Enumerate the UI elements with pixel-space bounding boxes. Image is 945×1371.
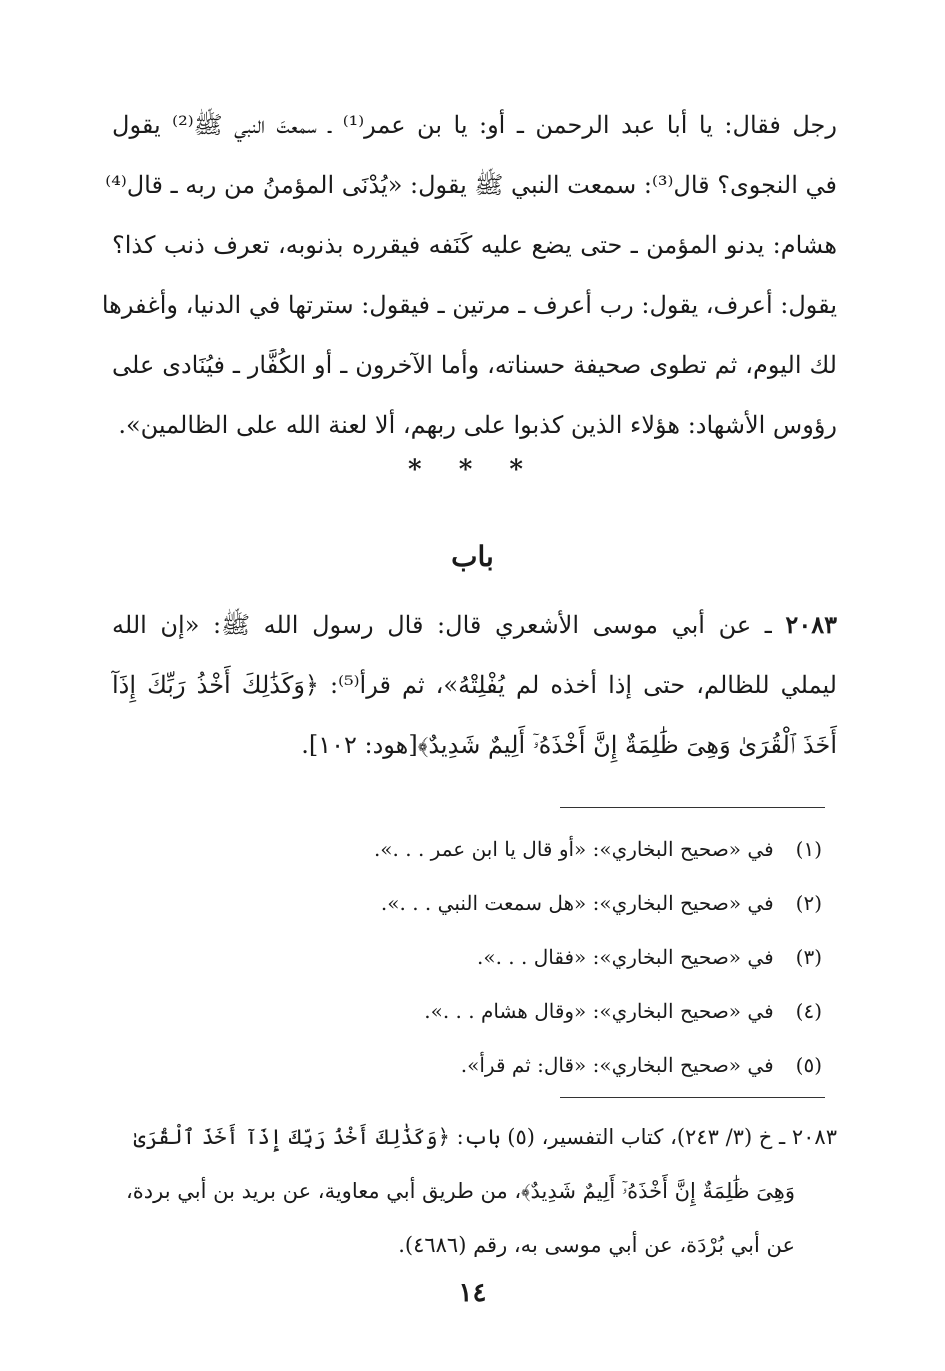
footnote-2 — [300, 876, 822, 930]
footnote-text: في «صحيح البخاري»: «فقال . . .». — [477, 945, 774, 969]
hadith-number: ٢٠٨٣ — [785, 610, 837, 639]
source-line-2: وَهِىَ ظَٰلِمَةٌ إِنَّ أَخْذَهُۥٓ أَلِيمٌ شَدِيدٌ﴾، من طريق أبي معاوية، عن بريد بن أبي بردة، — [126, 1179, 795, 1203]
footnote-3 — [300, 930, 822, 984]
main-line-2: في النجوى؟ قال⁽³⁾: سمعت النبي ﷺ يقول: «يُدْنَى المؤمنُ من ربه ـ قال⁽⁴⁾ — [105, 171, 837, 199]
page-number: ١٤ — [458, 1278, 487, 1308]
footnote-1 — [300, 822, 822, 876]
footnote-5 — [300, 1038, 822, 1092]
source-line-1: ٢٠٨٣ ـ خ (٣/ ٢٤٣)، كتاب التفسير، (٥) باب: ﴿وَكَذَٰلِكَ أَخْذُ رَبِّكَ إِذَآ أَخَذَ ٱلْقُرَىٰ — [133, 1125, 837, 1149]
main-line-3: هشام: يدنو المؤمن ـ حتى يضع عليه كَنَفه فيقرره بذنوبه، تعرف ذنب كذا؟ — [112, 231, 837, 259]
main-line-1: رجل فقال: يا أبا عبد الرحمن ـ أو: يا بن عمر⁽¹⁾ ـ سمعتَ النبي ﷺ⁽²⁾ يقول — [112, 111, 837, 139]
main-paragraph — [101, 95, 837, 455]
footnote-text: في «صحيح البخاري»: «وقال هشام . . .». — [424, 999, 774, 1023]
main-line-5: لك اليوم، ثم تطوى صحيفة حسناته، وأما الآخرون ـ أو الكُفَّار ـ فيُنَادى على — [112, 351, 837, 379]
section-separator: * * * — [408, 455, 537, 485]
hadith-line-3: أَخَذَ ٱلْقُرَىٰ وَهِىَ ظَٰلِمَةٌ إِنَّ أَخْذَهُۥٓ أَلِيمٌ شَدِيدٌ﴾[هود: ١٠٢]. — [301, 731, 837, 759]
footnotes — [300, 822, 822, 1092]
footnote-number: (٢) — [795, 891, 822, 915]
footnote-text: في «صحيح البخاري»: «أو قال يا ابن عمر . . .». — [373, 837, 774, 861]
source-line-3: عن أبي بُرْدَة، عن أبي موسى به، رقم (٤٦٨٦). — [398, 1233, 795, 1257]
footnote-number: (٤) — [795, 999, 822, 1023]
section-heading: باب — [451, 540, 494, 573]
hadith-line-2: ليملي للظالم، حتى إذا أخذه لم يُفْلِتْهُ»، ثم قرأ⁽⁵⁾: ﴿وَكَذَٰلِكَ أَخْذُ رَبِّكَ إِذَآ — [112, 671, 837, 699]
footnote-text: في «صحيح البخاري»: «هل سمعت النبي . . .». — [380, 891, 774, 915]
main-line-4: يقول: أعرف، يقول: رب أعرف ـ مرتين ـ فيقول: سترتها في الدنيا، وأغفرها — [101, 291, 837, 319]
hadith-line-1 — [112, 595, 837, 655]
hadith-line-1-text: ـ عن أبي موسى الأشعري قال: قال رسول الله ﷺ: «إن الله — [112, 611, 772, 639]
source-note — [112, 1110, 837, 1272]
main-line-6: رؤوس الأشهاد: هؤلاء الذين كذبوا على ربهم، ألا لعنة الله على الظالمين». — [118, 411, 837, 439]
footnote-divider — [560, 807, 825, 808]
source-divider — [560, 1097, 825, 1098]
footnote-4 — [300, 984, 822, 1038]
hadith-paragraph — [112, 595, 837, 775]
footnote-number: (٥) — [795, 1053, 822, 1077]
footnote-number: (١) — [795, 837, 822, 861]
footnote-text: في «صحيح البخاري»: «قال: ثم قرأ». — [460, 1053, 774, 1077]
footnote-number: (٣) — [795, 945, 822, 969]
